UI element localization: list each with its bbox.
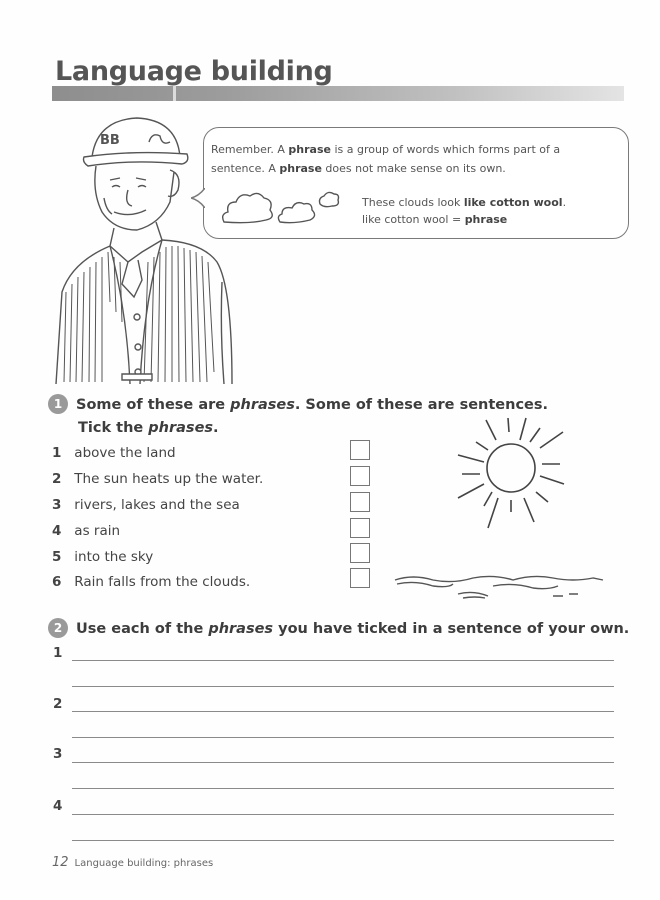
water-icon xyxy=(393,570,608,605)
answer-line-2b[interactable] xyxy=(72,737,614,738)
page-number: 12 xyxy=(52,855,69,870)
answer-number: 4 xyxy=(53,798,63,814)
answer-number: 3 xyxy=(53,746,63,762)
exercise-number-badge: 2 xyxy=(48,618,68,638)
list-item: 6 Rain falls from the clouds. xyxy=(52,574,251,590)
speech-bubble-tail xyxy=(191,188,205,208)
answer-number: 2 xyxy=(53,696,63,712)
tick-box-1[interactable] xyxy=(350,440,370,460)
exercise-1-heading: 1 Some of these are phrases. Some of these are sentences. xyxy=(48,394,548,414)
list-item: 1 above the land xyxy=(52,445,176,461)
title-bar xyxy=(52,86,624,101)
page-footer xyxy=(52,855,213,870)
exercise-number-badge: 1 xyxy=(48,394,68,414)
phrase-definition: Remember. A phrase is a group of words which forms part of a sentence. A phrase does not make sense on its own. xyxy=(211,143,561,175)
exercise-2-heading: 2 Use each of the phrases you have ticked in a sentence of your own. xyxy=(48,618,629,638)
tick-box-2[interactable] xyxy=(350,466,370,486)
answer-line-1b[interactable] xyxy=(72,686,614,687)
tick-box-4[interactable] xyxy=(350,518,370,538)
list-item: 5 into the sky xyxy=(52,549,154,565)
answer-line-3b[interactable] xyxy=(72,788,614,789)
tick-box-6[interactable] xyxy=(350,568,370,588)
helmet-label: BB xyxy=(100,133,120,148)
exercise-1-instruction: Tick the phrases. xyxy=(78,420,219,436)
answer-line-4a[interactable] xyxy=(72,814,614,815)
answer-number: 1 xyxy=(53,645,63,661)
answer-line-3a[interactable] xyxy=(72,762,614,763)
sun-icon xyxy=(448,410,578,535)
clouds-icon xyxy=(220,188,350,228)
list-item: 2 The sun heats up the water. xyxy=(52,471,264,487)
page-title: Language building xyxy=(55,56,333,87)
title-bar-divider xyxy=(173,86,176,101)
answer-line-1a[interactable] xyxy=(72,660,614,661)
tick-box-3[interactable] xyxy=(350,492,370,512)
list-item: 3 rivers, lakes and the sea xyxy=(52,497,240,513)
footer-section: Language building: phrases xyxy=(74,858,214,869)
answer-line-4b[interactable] xyxy=(72,840,614,841)
list-item: 4 as rain xyxy=(52,523,121,539)
answer-line-2a[interactable] xyxy=(72,711,614,712)
cloud-example: These clouds look like cotton wool. like cotton wool = phrase xyxy=(362,196,567,226)
tick-box-5[interactable] xyxy=(350,543,370,563)
